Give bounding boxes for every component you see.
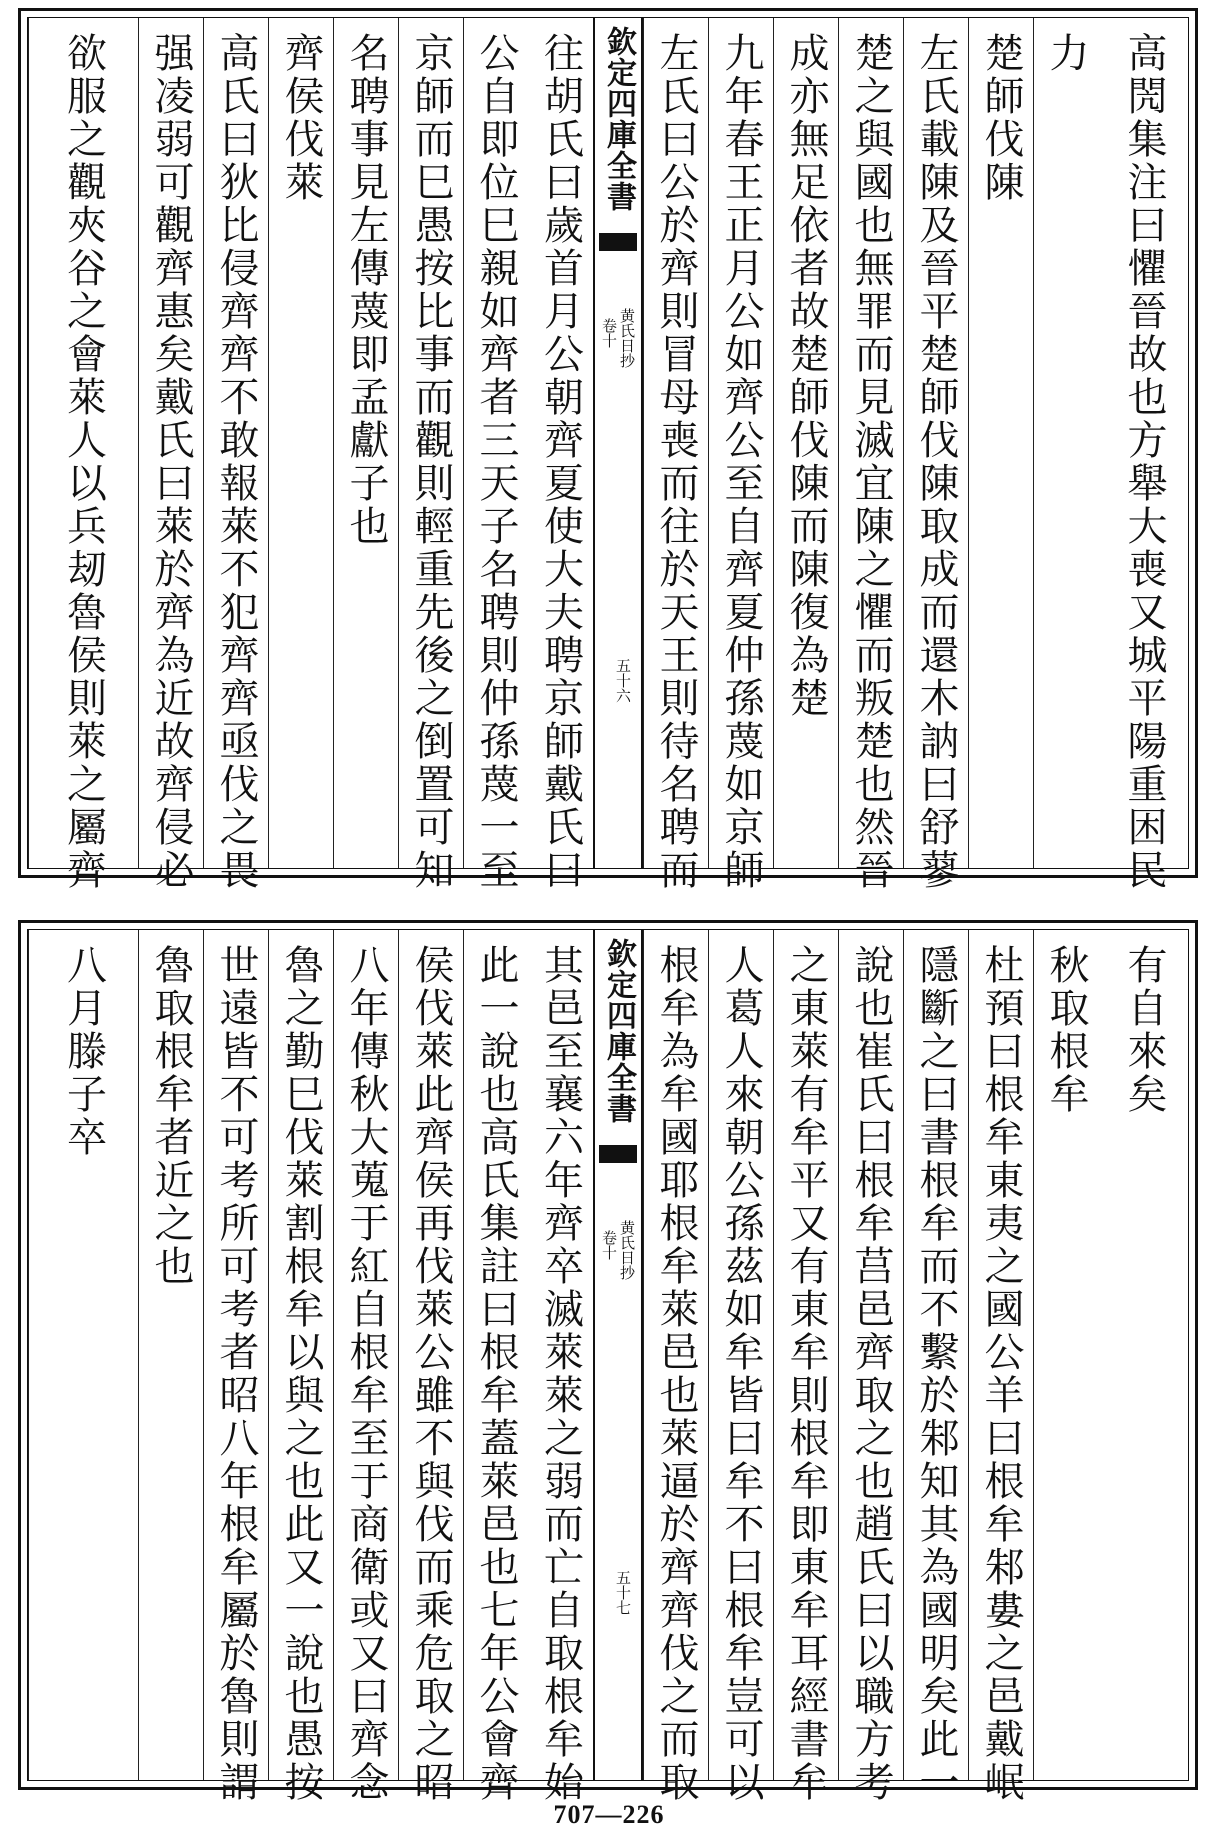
bottom-page-frame	[27, 929, 1189, 1804]
text-column	[528, 930, 593, 1804]
page-number: 707—226	[553, 1800, 665, 1829]
fishtail-mark	[599, 233, 637, 251]
column-text: 隱斷之曰書根牟而不繫於邾知其為國明矣此一	[913, 944, 959, 1804]
text-column	[903, 930, 968, 1804]
center-fold	[593, 18, 643, 868]
text-column	[333, 930, 398, 1804]
fold-book-title: 黄氏日抄	[618, 1220, 636, 1280]
column-text: 强凌弱可觀齊惠矣戴氏曰萊於齊為近故齊侵必	[148, 32, 194, 892]
column-text: 之東萊有牟平又有東牟則根牟即東牟耳經書牟	[783, 944, 829, 1804]
text-column	[528, 18, 593, 892]
column-text: 成亦無足依者故楚師伐陳而陳復為楚	[783, 32, 829, 720]
column-text: 往胡氏曰歲首月公朝齊夏使大夫聘京師戴氏曰	[537, 32, 584, 892]
column-text: 世遠皆不可考所可考者昭八年根牟屬於魯則謂	[213, 944, 259, 1804]
fishtail-mark	[599, 1145, 637, 1163]
text-column	[838, 930, 903, 1804]
fold-book-title: 黄氏日抄	[618, 308, 636, 368]
fold-title: 欽定四庫全書	[601, 938, 636, 1124]
column-text: 根牟為牟國耶根牟萊邑也萊逼於齊齊伐之而取	[653, 944, 699, 1804]
center-fold	[593, 930, 643, 1780]
column-text: 欲服之觀夾谷之會萊人以兵刼魯侯則萊之屬齊	[60, 32, 107, 892]
bottom-page	[18, 920, 1198, 1804]
text-column	[398, 930, 463, 1804]
top-page-frame	[27, 17, 1189, 892]
fold-title: 欽定四庫全書	[601, 26, 636, 212]
fold-volume: 卷十	[600, 1230, 618, 1260]
column-text: 有自來矣	[1121, 944, 1167, 1116]
text-column	[398, 18, 463, 892]
column-text: 京師而巳愚按比事而觀則輕重先後之倒置可知	[408, 32, 454, 892]
text-column	[268, 930, 333, 1804]
column-text: 此一說也高氏集註曰根牟蓋萊邑也七年公會齊	[473, 944, 519, 1804]
text-column	[708, 930, 773, 1804]
text-column	[643, 18, 708, 892]
top-page	[18, 8, 1198, 892]
text-column	[28, 18, 138, 892]
text-column	[838, 18, 903, 892]
column-text: 高氏曰狄比侵齊齊不敢報萊不犯齊齊亟伐之畏	[213, 32, 259, 892]
text-column	[968, 930, 1033, 1804]
text-column	[138, 930, 203, 1780]
column-text: 楚師伐陳	[978, 32, 1024, 204]
text-column	[903, 18, 968, 892]
column-text: 名聘事見左傳蔑即孟獻子也	[343, 32, 389, 548]
fold-volume: 卷十	[600, 318, 618, 348]
column-text: 杜預曰根牟東夷之國公羊曰根牟邾婁之邑戴岷	[978, 944, 1024, 1804]
text-column	[268, 18, 333, 868]
column-text: 人葛人來朝公孫茲如牟皆曰牟不曰根牟豈可以	[718, 944, 764, 1804]
column-text: 力	[1043, 32, 1089, 75]
column-text: 高閌集注曰懼晉故也方舉大喪又城平陽重困民	[1121, 32, 1167, 892]
column-text: 其邑至襄六年齊卒滅萊萊之弱而亡自取根牟始	[537, 944, 584, 1804]
text-column	[1098, 930, 1190, 1780]
text-column	[138, 18, 203, 892]
text-column	[28, 930, 138, 1780]
column-text: 九年春王正月公如齊公至自齊夏仲孫蔑如京師	[718, 32, 764, 892]
column-text: 侯伐萊此齊侯再伐萊公雖不與伐而乘危取之昭	[408, 944, 454, 1804]
column-text: 八月滕子卒	[60, 944, 107, 1159]
text-column	[463, 930, 528, 1804]
column-text: 魯之勤巳伐萊割根牟以與之也此又一說也愚按	[278, 944, 324, 1804]
column-text: 魯取根牟者近之也	[148, 944, 194, 1288]
column-text: 八年傳秋大蒐于紅自根牟至于商衛或又曰齊念	[343, 944, 389, 1804]
column-text: 秋取根牟	[1043, 944, 1089, 1116]
column-text: 楚之與國也無罪而見滅宜陳之懼而叛楚也然晉	[848, 32, 894, 892]
text-column	[1033, 930, 1098, 1780]
text-column	[203, 18, 268, 892]
column-text: 公自即位巳親如齊者三天子名聘則仲孫蔑一至	[473, 32, 519, 892]
text-column	[708, 18, 773, 892]
text-column	[773, 18, 838, 868]
text-column	[773, 930, 838, 1804]
text-column	[203, 930, 268, 1804]
column-text: 左氏曰公於齊則冒母喪而往於天王則待名聘而	[653, 32, 699, 892]
column-text: 左氏載陳及晉平楚師伐陳取成而還木訥曰舒蓼	[913, 32, 959, 892]
text-column	[643, 930, 708, 1804]
text-column	[333, 18, 398, 868]
text-column	[1098, 18, 1190, 892]
column-text: 齊侯伐萊	[278, 32, 324, 204]
column-text: 說也崔氏曰根牟莒邑齊取之也趙氏曰以職方考	[848, 944, 894, 1804]
fold-leaf-number: 五十七	[614, 1570, 632, 1615]
text-column	[463, 18, 528, 892]
fold-leaf-number: 五十六	[614, 658, 632, 703]
text-column	[1033, 18, 1098, 868]
text-column	[968, 18, 1033, 868]
